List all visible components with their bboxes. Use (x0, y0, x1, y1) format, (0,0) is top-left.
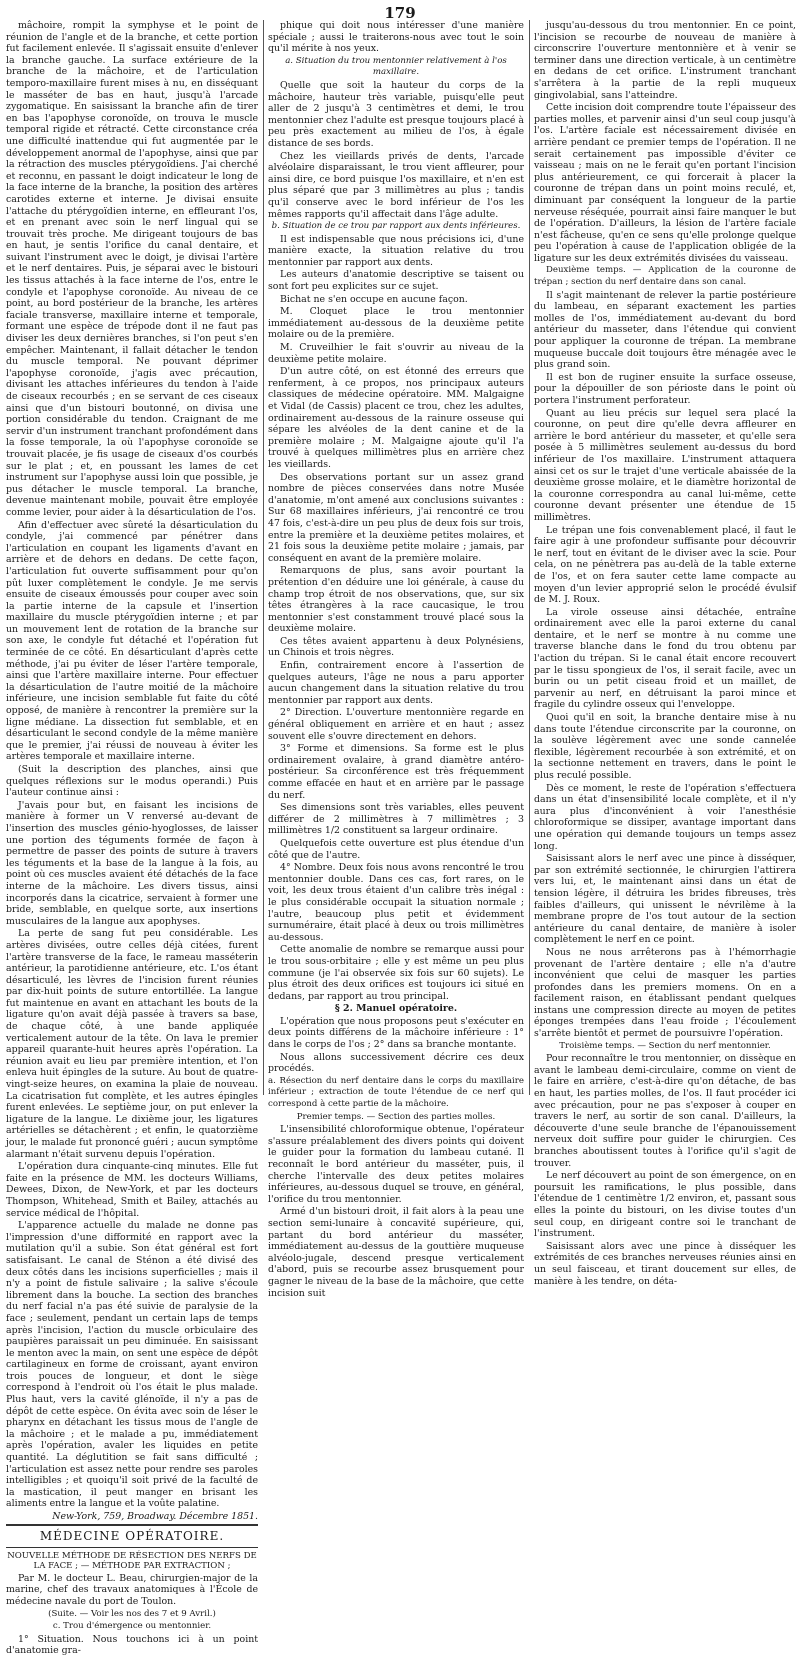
section-title: MÉDECINE OPÉRATOIRE. (39, 1528, 225, 1543)
paragraph: Enfin, contrairement encore à l'assertion de quelques auteurs, l'âge ne nous a paru apporter aucun changement dans la situation relative du trou mentonnier par rapport aux dents. (268, 660, 524, 706)
article-title: NOUVELLE MÉTHODE DE RÉSECTION DES NERFS DE LA FACE ; — MÉTHODE PAR EXTRACTION ; (7, 1550, 257, 1572)
subheading: Troisième temps. — Section du nerf mentonnier. (559, 1040, 771, 1051)
subsection-heading: c. Trou d'émergence ou mentonnier. (52, 1621, 212, 1632)
paragraph: phique qui doit nous intéresser d'une manière spéciale ; aussi le traiterons-nous avec tout le soin qu'il mérite à nos yeux. (268, 20, 524, 55)
continuation-note: (Suite. — Voir les nos des 7 et 9 Avril.) (48, 1608, 216, 1619)
paragraph: M. Cloquet place le trou mentonnier immédiatement au-dessous de la deuxième petite molaire ou de la première. (268, 306, 524, 341)
paragraph: Le trépan une fois convenablement placé, il faut le faire agir à une profondeur suffisante pour découvrir le nerf, tout en évitant de le diviser avec la scie. Pour cela, on ne pénètrera pas au-delà de la table externe de l'os, et on fera sauter cette lame compacte au moyen d'un levier approprié selon le procédé évulsif de M. J. Roux. (534, 524, 796, 606)
paragraph: Afin d'effectuer avec sûreté la désarticulation du condyle, j'ai commencé par pénétrer dans l'articulation en coupant les ligaments d'avant en arrière et de dehors en dedans. De cette façon, l'articulation fut ouverte suffisamment pour qu'on pût luxer complètement le condyle. Je me servis ensuite de ciseaux émoussés pour couper avec soin la partie interne de la capsule et l'insertion maxillaire du muscle ptérygoïdien interne ; et par un mouvement lent de rotation de la branche sur son axe, le condyle fut détaché et l'opération fut terminée de ce côté. En désarticulant d'après cette méthode, j'ai pu éviter de léser l'artère temporale, ainsi que l'artère maxillaire interne. Pour effectuer la désarticulation de l'autre moitié de la mâchoire inférieure, une incision semblable fut faite du côté opposé, de manière à rencontrer la première sur la ligne médiane. La dissection fut semblable, et en désarticulant le second condyle de la même manière que le premier, j'ai réussi de nouveau à éviter les artères temporale et maxillaire interne. (6, 519, 258, 763)
paragraph: La virole osseuse ainsi détachée, entraîne ordinairement avec elle la paroi externe du canal dentaire, et le nerf se montre à nu comme une traverse blanche dans le fond du trou obtenu par l'action du trépan. Si le canal était encore recouvert par le tissu spongieux de l'os, il serait facile, avec un burin ou un petit ciseau froid et un maillet, de parvenir au nerf, en détruisant la paroi mince et fragile du cylindre osseux qui l'enveloppe. (534, 606, 796, 711)
paragraph: J'avais pour but, en faisant les incisions de manière à former un V renversé au-devant de l'insertion des muscles génio-hyoglosses, de laisser une portion des téguments formée de façon à permettre de passer des points de suture à travers les téguments et la base de la langue à la fois, au point où ces muscles avaient été détachés de la face interne de la mâchoire. Les divers tissus, ainsi incorporés dans la cicatrice, servaient à former une bride, semblable, en quelque sorte, aux insertions musculaires de la langue aux apophyses. (6, 799, 258, 927)
page-number: 179 (384, 4, 416, 22)
paragraph: La perte de sang fut peu considérable. Les artères divisées, outre celles déjà citées, furent l'artère transverse de la face, le rameau masséterin antérieur, la parotidienne antérieure, etc. L'os étant désarticulé, les lèvres de l'incision furent réunies par dix-huit points de suture entortillée. La langue fut maintenue en avant en attachant les bouts de la ligature qu'on avait déjà passée à travers sa base, de chaque côté, à une bande appliquée verticalement autour de la tête. On lava le premier appareil quarante-huit heures après l'opération. La réunion avait eu lieu par première intention, et l'on enleva huit épingles de la suture. Au bout de quatre-vingt-seize heures, on examina la plaie de nouveau. La cicatrisation fut complète, et les autres épingles furent enlevées. Le septième jour, on put enlever la ligature de la langue. Le dixième jour, les ligatures artérielles se détachèrent ; et enfin, le quatorzième jour, le malade fut prononcé guéri ; aucun symptôme alarmant n'était survenu depuis l'opération. (6, 928, 258, 1160)
paragraph: Bichat ne s'en occupe en aucune façon. (280, 293, 468, 305)
paragraph: M. Cruveilhier le fait s'ouvrir au niveau de la deuxième petite molaire. (268, 342, 524, 365)
paragraph: Cette incision doit comprendre toute l'épaisseur des parties molles, et parvenir ainsi d'un seul coup jusqu'à l'os. L'artère faciale est nécessairement divisée en arrière pendant ce premier temps de l'opération. Il ne serait certainement pas impossible d'éviter ce vaisseau ; mais on ne le ferait qu'en portant l'incision plus antérieurement, ce qui forcerait à placer la couronne de trépan dans un point moins reculé, et, diminuant par conséquent la longueur de la partie nerveuse réséquée, pourrait ainsi faire manquer le but de l'opération. D'ailleurs, la lésion de l'artère faciale n'est fâcheuse, qu'en ce sens qu'elle prolonge quelque peu l'opération à cause de l'application obligée de la ligature sur les deux extrémités divisées du vaisseau. (534, 102, 796, 264)
paragraph: Saisissant alors avec une pince à disséquer les extrémités de ces branches nerveuses réunies ainsi en un seul faisceau, et tirant doucement sur elles, de manière à les tendre, on déta- (534, 1240, 796, 1287)
paragraph: Saisissant alors le nerf avec une pince à disséquer, par son extrémité sectionnée, le chirurgien l'attirera vers lui, et, le maintenant ainsi dans un état de tension légère, il détruira les brides fibreuses, très faibles d'ailleurs, qui unissent le névrilème à la membrane propre de l'os tout autour de la section antérieure du canal dentaire, de manière à isoler complètement le nerf en ce point. (534, 853, 796, 946)
paragraph: Le nerf découvert au point de son émergence, on en poursuit les ramifications, le plus possible, dans l'étendue de 1 centimètre 1/2 environ, et, passant sous elles la pointe du bistouri, on les divise toutes d'un seul coup, en dirigeant contre soi le tranchant de l'instrument. (534, 1170, 796, 1240)
paragraph: Armé d'un bistouri droit, il fait alors à la peau une section semi-lunaire à concavité supérieure, qui, partant du bord antérieur du masséter, immédiatement au-dessus de la gouttière muqueuse alvéolo-jugale, descend presque verticalement d'abord, puis se recourbe assez brusquement pour gagner le niveau de la base de la mâchoire, que cette incision suit (268, 1206, 524, 1299)
subheading: a. Situation du trou mentonnier relativement à l'os maxillaire. (285, 55, 507, 78)
paragraph: Nous ne nous arrêterons pas à l'hémorrhagie provenant de l'artère dentaire ; elle n'a d'autre inconvénient que celui de masquer les parties profondes dans les premiers momens. On en a facilement raison, en établissant pendant quelques instans une compression directe au moyen de petites éponges trempées dans l'eau froide ; l'écoulement s'arrête bientôt et permet de poursuivre l'opération. (534, 946, 796, 1040)
paragraph: L'opération que nous proposons peut s'exécuter en deux points différens de la mâchoire inférieure : 1° dans le corps de l'os ; 2° dans sa branche montante. (268, 1015, 524, 1051)
paragraph: Il est bon de ruginer ensuite la surface osseuse, pour la dépouiller de son périoste dans le point où portera l'instrument perforateur. (534, 371, 796, 406)
paragraph: Des observations portant sur un assez grand nombre de pièces conservées dans notre Musée d'anatomie, m'ont amené aux conclusions suivantes : Sur 68 maxillaires inférieurs, j'ai rencontré ce trou 47 fois, c'est-à-dire un peu plus de deux fois sur trois, entre la première et la deuxième petites molaires, et 21 fois sous la deuxième petite molaire ; jamais, par conséquent en avant de la première molaire. (268, 471, 524, 564)
paragraph: L'insensibilité chloroformique obtenue, l'opérateur s'assure préalablement des divers points qui doivent le guider pour la formation du lambeau cutané. Il reconnaît le bord antérieur du masséter, puis, il cherche l'intervalle des deux petites molaires inférieures, au-dessous duquel se trouve, en général, l'orifice du trou mentonnier. (268, 1124, 524, 1205)
column-2 (268, 20, 525, 1299)
paragraph: mâchoire, rompit la symphyse et le point de réunion de l'angle et de la branche, et cette portion fut facilement enlevée. Il s'agissait ensuite d'enlever la branche gauche. La surface extérieure de la branche de la mâchoire, et de l'articulation temporo-maxillaire furent mises à nu, en disséquant le masséter de bas en haut, jusqu'à l'arcade zygomatique. En saisissant la branche afin de tirer en bas l'apophyse coronoïde, on trouva le muscle temporal rigide et rétracté. Cette circonstance créa une difficulté inattendue qui fut augmentée par le développement anormal de l'apophyse, ainsi que par la rétraction des muscles ptérygoïdiens. J'ai cherché et reconnu, en passant le doigt indicateur le long de la face interne de la branche, la position des artères carotides externe et interne. Je divisai ensuite l'attache du ptérygoïdien interne, en effleurant l'os, et en prenant avec soin le nerf lingual qui se trouvait très proche. Me dirigeant toujours de bas en haut, je sentis l'orifice du canal dentaire, et suivant l'instrument avec le doigt, je divisai l'artère et le nerf dentaires. Puis, je séparai avec le bistouri les tissus attachés à la face interne de l'os, entre le condyle et l'apophyse coronoïde. Au niveau de ce point, au bord postérieur de la branche, les artères faciale transverse, maxillaire interne et temporale, formant une espèce de trépode dont il ne faut pas diviser les deux dernières branches, si l'on peut s'en empêcher. Maintenant, il fallait détacher le tendon du muscle temporal. Ne pouvant déprimer l'apophyse coronoïde, j'agis avec précaution, divisant les attaches inférieures du tendon à l'aide de ciseaux recourbés ; en se servant de ces ciseaux ainsi que d'un bistouri boutonné, on divisa une portion considérable du tendon. Craignant de me servir d'un instrument tranchant profondément dans la fosse temporale, la où l'apophyse coronoïde se trouvait placée, je fis usage de ciseaux d'os courbés sur le plat ; et, en poussant les lames de cet instrument sur l'apophyse aussi loin que possible, je pus détacher le muscle temporal. La branche, devenue maintenant mobile, pouvait être employée comme levier, pour aider à la désarticulation de l'os. (6, 20, 258, 518)
paragraph: Chez les vieillards privés de dents, l'arcade alvéolaire disparaissant, le trou vient affleurer, pour ainsi dire, ce bord puisque l'os maxillaire, et n'en est plus séparé que par 3 millimètres au plus ; tandis qu'il conserve avec le bord inférieur de l'os les mêmes rapports qu'il affectait dans l'âge adulte. (268, 150, 524, 220)
paragraph: D'un autre côté, on est étonné des erreurs que renferment, à ce propos, nos principaux auteurs classiques de médecine opératoire. MM. Malgaigne et Vidal (de Cassis) placent ce trou, chez les adultes, ordinairement au-dessous de la rainure osseuse qui sépare les alvéoles de la dent canine et de la première molaire ; M. Malgaigne ajoute qu'il l'a trouvé à quelques millimètres plus en arrière chez les vieillards. (268, 366, 524, 470)
signature: New-York, 759, Broadway. Décembre 1851. (52, 1511, 258, 1522)
paragraph: Dès ce moment, le reste de l'opération s'effectuera dans un état d'insensibilité locale complète, et il n'y aura plus d'inconvénient à voir l'anesthésie chloroformique se dissiper, avantage important dans une opération qui demande toujours un temps assez long. (534, 782, 796, 852)
paragraph: 3° Forme et dimensions. Sa forme est le plus ordinairement ovalaire, à grand diamètre antéro-postérieur. Sa circonférence est très fréquemment comme effacée en haut et en arrière par le passage du nerf. (268, 743, 524, 801)
subheading: Deuxième temps. — Application de la couronne de trépan ; section du nerf dentaire dans son canal. (534, 265, 796, 288)
section-rule (6, 1547, 258, 1548)
paragraph: Quelquefois cette ouverture est plus étendue d'un côté que de l'autre. (268, 837, 524, 861)
paragraph: Il s'agit maintenant de relever la partie postérieure du lambeau, en séparant exactement les parties molles de l'os, immédiatement au-devant du bord antérieur du masseter, dans l'étendue qui convient pour appliquer la couronne de trépan. La membrane muqueuse buccale doit toujours être ménagée avec le plus grand soin. (534, 289, 796, 371)
paragraph: jusqu'au-dessous du trou mentonnier. En ce point, l'incision se recourbe de nouveau de manière à circonscrire l'ouverture mentonnière et à venir se terminer dans une direction verticale, à un centimètre en dedans de cet orifice. L'instrument tranchant s'arrêtera à la partie de la repli muqueux gingivolabial, sans l'atteindre. (534, 20, 796, 101)
paragraph: Quelle que soit la hauteur du corps de la mâchoire, hauteur très variable, puisqu'elle peut aller de 2 jusqu'à 3 centimètres et demi, le trou mentonnier chez l'adulte est presque toujours placé à peu près exactement au milieu de l'os, à égale distance de ses bords. (268, 79, 525, 149)
paragraph: 2° Direction. L'ouverture mentonnière regarde en général obliquement en arrière et en haut ; assez souvent elle s'ouvre directement en dehors. (268, 707, 524, 742)
paragraph: L'opération dura cinquante-cinq minutes. Elle fut faite en la présence de MM. les docteurs Williams, Dewees, Dixon, de New-York, et par les docteurs Thompson, Whitehead, Smith et Bailey, attachés au service médical de l'hôpital. (6, 1161, 258, 1219)
subheading: § 2. Manuel opératoire. (334, 1003, 458, 1015)
subheading: b. Situation de ce trou par rapport aux dents inférieures. (271, 221, 521, 232)
section-rule (6, 1524, 258, 1526)
column-divider-2 (529, 20, 530, 1095)
paragraph: Quant au lieu précis sur lequel sera placé la couronne, on peut dire qu'elle devra affleurer en arrière le bord antérieur du masseter, et qu'elle sera posée à 5 millimètres seulement au-dessus du bord inférieur de l'os maxillaire. L'instrument attaquera ainsi cet os sur le trajet d'une verticale abaissée de la deuxième grosse molaire, et le diamètre horizontal de la couronne correspondra au canal lui-même, cette couronne devant présenter une étendue de 15 millimètres. (534, 407, 796, 523)
paragraph: Quoi qu'il en soit, la branche dentaire mise à nu dans toute l'étendue circonscrite par la couronne, on la soulève légèrement avec une sonde cannelée flexible, légèrement recourbée à son extrémité, et on la sectionne nettement en travers, dans le point le plus reculé possible. (534, 712, 796, 781)
paragraph: 4° Nombre. Deux fois nous avons rencontré le trou mentonnier double. Dans ces cas, fort rares, on le voit, les deux trous étaient d'un calibre très inégal : le plus considérable occupait la situation normale ; l'autre, beaucoup plus petit et évidemment surnuméraire, était placé à deux ou trois millimètres au-dessous. (268, 862, 524, 943)
byline: Par M. le docteur L. Beau, chirurgien-major de la marine, chef des travaux anatomiques à l'École de médecine navale du port de Toulon. (6, 1572, 258, 1607)
column-1 (6, 20, 258, 1657)
subheading: a. Résection du nerf dentaire dans le corps du maxillaire inférieur ; extraction de toute l'étendue de ce nerf qui correspond à cette partie de la mâchoire. (268, 1075, 524, 1110)
paragraph: 1° Situation. Nous touchons ici à un point d'anatomie gra- (6, 1633, 258, 1657)
paragraph: Cette anomalie de nombre se remarque aussi pour le trou sous-orbitaire ; elle y est même un peu plus commune (je l'ai observée six fois sur 60 sujets). Le plus étroit des deux orifices est toujours ici situé en dedans, par rapport au trou principal. (268, 944, 524, 1002)
paragraph: Pour reconnaître le trou mentonnier, on dissèque en avant le lambeau demi-circulaire, comme on vient de le faire en arrière, c'est-à-dire qu'on détache, de bas en haut, les parties molles, de l'os. Il faut procéder ici avec précaution, pour ne pas s'exposer à couper en travers le nerf, au sortir de son canal. D'ailleurs, la découverte d'une seule branche de l'épanouissement nerveux doit suffire pour guider le chirurgien. Ces branches aboutissent toutes à l'orifice qu'il s'agit de trouver. (534, 1053, 796, 1169)
paragraph: Ses dimensions sont très variables, elles peuvent différer de 2 millimètres à 7 millimètres ; 3 millimètres 1/2 constituent sa largeur ordinaire. (268, 802, 524, 837)
column-divider-1 (263, 20, 264, 1095)
paragraph: Ces têtes avaient appartenu à deux Polynésiens, un Chinois et trois nègres. (268, 635, 524, 659)
subheading: Premier temps. — Section des parties molles. (296, 1111, 496, 1122)
column-3 (534, 20, 796, 1287)
paragraph: (Suit la description des planches, ainsi que quelques réflexions sur le modus operandi.) Puis l'auteur continue ainsi : (6, 764, 258, 799)
paragraph: Remarquons de plus, sans avoir pourtant la prétention d'en déduire une loi générale, à cause du champ trop étroit de nos observations, que, sur six têtes étrangères à la race caucasique, le trou mentonnier s'est constamment trouvé placé sous la deuxième molaire. (268, 565, 524, 635)
paragraph: Les auteurs d'anatomie descriptive se taisent ou sont fort peu explicites sur ce sujet. (268, 269, 524, 293)
paragraph: Il est indispensable que nous précisions ici, d'une manière exacte, la situation relative du trou mentonnier par rapport aux dents. (268, 233, 524, 268)
paragraph: L'apparence actuelle du malade ne donne pas l'impression d'une difformité en rapport avec la mutilation qu'il a subie. Son état général est fort satisfaisant. Le canal de Sténon a été divisé des deux côtés dans les incisions superficielles ; mais il n'y a point de fistule salivaire ; la salive s'écoule librement dans la bouche. La section des branches du nerf facial n'a pas été suivie de paralysie de la face ; seulement, pendant un certain laps de temps après l'incision, l'action du muscle orbiculaire des paupières paraissait un peu diminuée. En saisissant le menton avec la main, on sent une espèce de dépôt cartilagineux en forme de croissant, ayant environ trois pouces de longueur, et dont le siège correspond à l'endroit où l'os était le plus malade. Plus haut, vers la cavité glénoïde, il n'y a pas de dépôt de cette espèce. On évita avec soin de léser le pharynx en détachant les tissus mous de l'angle de la mâchoire ; et le malade a pu, immédiatement après l'opération, avaler les liquides en petite quantité. La déglutition se fait sans difficulté ; l'articulation est assez nette pour rendre ses paroles intelligibles ; et quoiqu'il soit privé de la faculté de la mastication, il peut manger en brisant les aliments entre la langue et la voûte palatine. (6, 1220, 258, 1510)
paragraph: Nous allons successivement décrire ces deux procédés. (268, 1051, 524, 1075)
